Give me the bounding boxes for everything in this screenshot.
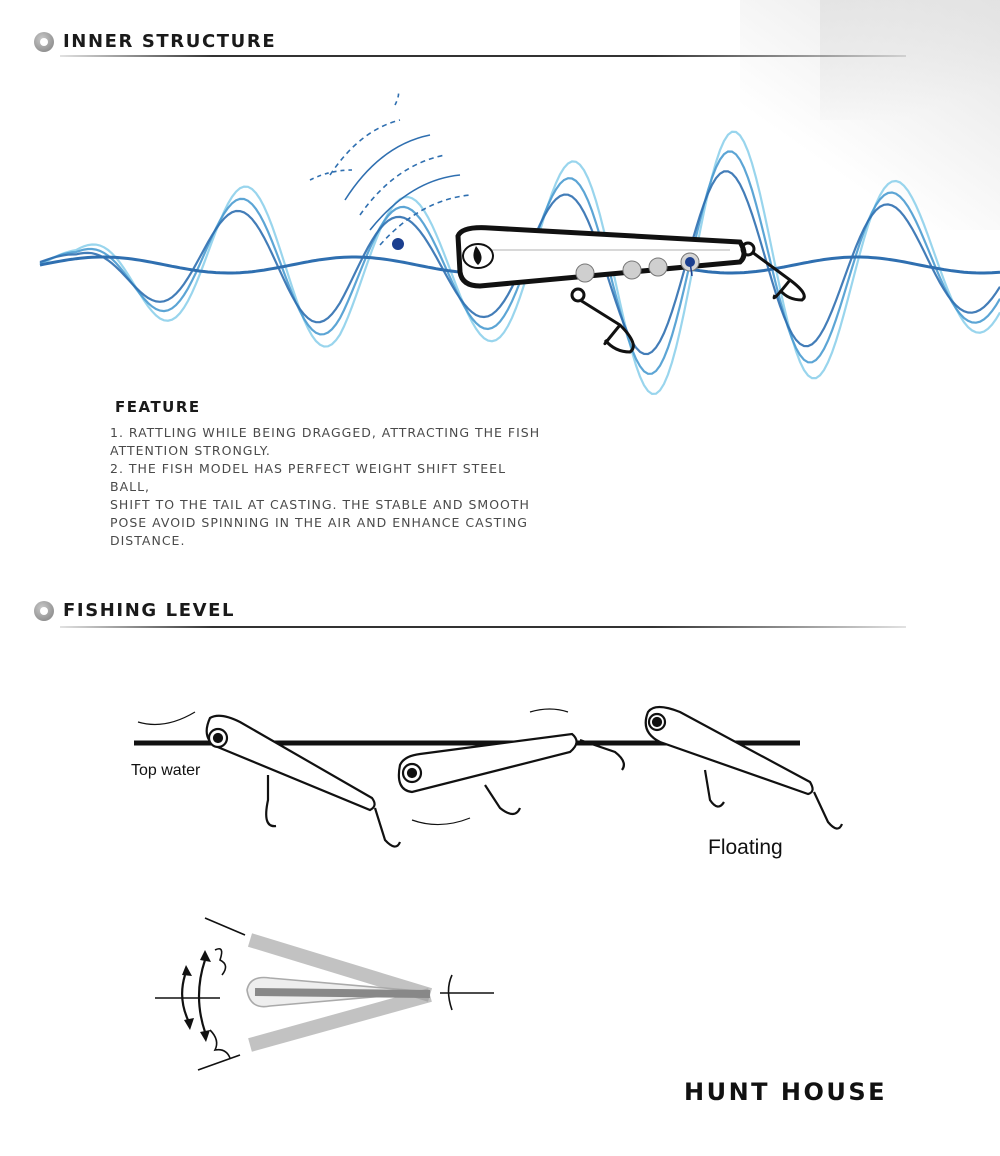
feature-description: 1. RATTLING WHILE BEING DRAGGED, ATTRACTING THE FISH ATTENTION STRONGLY. 2. THE FISH MODEL HAS PERFECT WEIGHT SHIFT STEEL BALL, SHIFT TO THE TAIL AT CASTING. THE STABLE AND SMOOTH POSE AVOID SPINNING IN THE AIR AND ENHANCE CASTING DISTANCE.	[110, 425, 541, 548]
fishing-level-title: FISHING LEVEL	[63, 600, 236, 621]
floating-label: Floating	[708, 836, 783, 859]
lure-floating	[646, 707, 842, 829]
lure-top-water-2	[399, 734, 624, 814]
brand-name: HUNT HOUSE	[684, 1078, 888, 1106]
feature-title: FEATURE	[115, 398, 201, 416]
top-water-label: Top water	[131, 762, 201, 779]
lure-top-water-1	[207, 716, 400, 847]
inner-structure-title: INNER STRUCTURE	[63, 31, 277, 52]
lure-action-diagram	[155, 918, 494, 1070]
